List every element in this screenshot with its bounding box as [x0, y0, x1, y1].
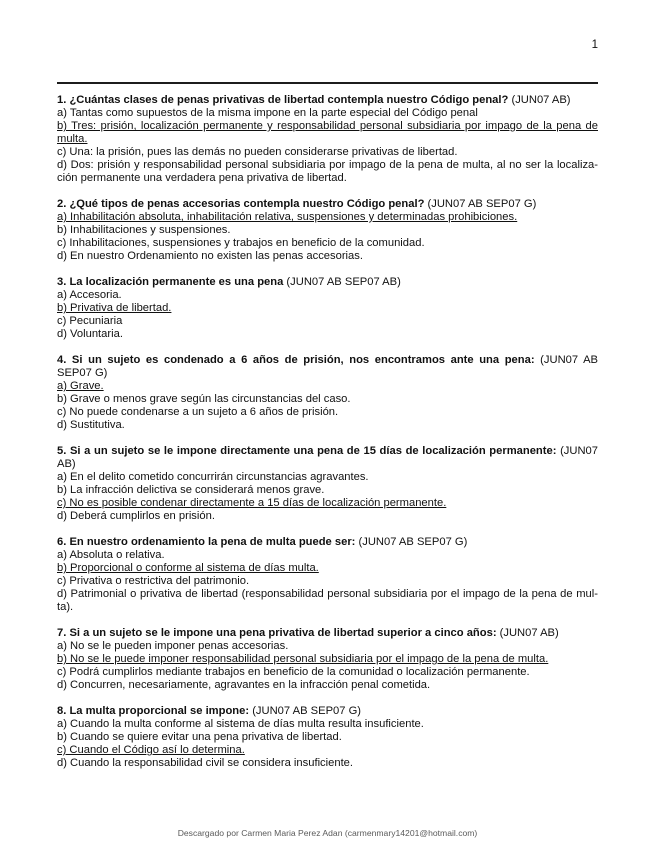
question-5: [57, 445, 598, 523]
option-line: multa.: [57, 133, 88, 145]
option-line: c) Cuando el Código así lo determina.: [57, 744, 245, 756]
question-6: [57, 536, 598, 614]
answer-option-b: [57, 484, 598, 497]
option-line: c) Pecuniaria: [57, 315, 123, 327]
question-title: [57, 627, 598, 640]
answer-option-d: [57, 159, 598, 185]
answer-option-a: [57, 640, 598, 653]
answer-option-d: [57, 510, 598, 523]
question-text: 5. Si a un sujeto se le impone directamente una pena de 15 días de localización permanente:: [57, 445, 557, 457]
option-line: a) Grave.: [57, 380, 104, 392]
answer-option-d: [57, 679, 598, 692]
question-title-continuation: [57, 367, 598, 380]
option-line: d) Concurren, necesariamente, agravantes en la infracción penal cometida.: [57, 679, 431, 691]
exam-tag: SEP07 G): [57, 367, 108, 379]
question-text: 1. ¿Cuántas clases de penas privativas de libertad contempla nuestro Código penal?: [57, 94, 509, 106]
option-line: c) Inhabilitaciones, suspensiones y trabajos en beneficio de la comunidad.: [57, 237, 425, 249]
exam-tag: (JUN07 AB): [511, 94, 571, 106]
answer-option-b: [57, 120, 598, 146]
option-line: d) En nuestro Ordenamiento no existen las penas accesorias.: [57, 250, 363, 262]
option-line: b) La infracción delictiva se considerará menos grave.: [57, 484, 325, 496]
answer-option-b: [57, 302, 598, 315]
exam-tag: (JUN07 AB): [499, 627, 559, 639]
option-line: a) No se le pueden imponer penas accesorias.: [57, 640, 289, 652]
question-text: 2. ¿Qué tipos de penas accesorias contempla nuestro Código penal?: [57, 198, 425, 210]
question-title: [57, 536, 598, 549]
question-title: [57, 705, 598, 718]
option-line: ción permanente una verdadera pena privativa de libertad.: [57, 172, 347, 184]
option-line: c) Privativa o restrictiva del patrimonio.: [57, 575, 250, 587]
option-line: d) Dos: prisión y responsabilidad personal subsidiaria por impago de la pena de multa, al no ser la localiza-: [57, 159, 598, 171]
option-line: c) No puede condenarse a un sujeto a 6 años de prisión.: [57, 406, 339, 418]
answer-option-d: [57, 588, 598, 614]
answer-option-a: [57, 107, 598, 120]
option-line: d) Cuando la responsabilidad civil se considera insuficiente.: [57, 757, 354, 769]
option-line: a) Cuando la multa conforme al sistema de días multa resulta insuficiente.: [57, 718, 424, 730]
option-line: b) Tres: prisión, localización permanente y responsabilidad personal subsidiaria por impago de la pena de: [57, 120, 598, 132]
answer-option-d: [57, 250, 598, 263]
answer-option-b: [57, 653, 598, 666]
option-line: b) Grave o menos grave según las circunstancias del caso.: [57, 393, 351, 405]
download-footer: Descargado por Carmen Maria Perez Adan (carmenmary14201@hotmail.com): [177, 828, 478, 838]
option-line: b) Proporcional o conforme al sistema de días multa.: [57, 562, 319, 574]
option-line: a) Absoluta o relativa.: [57, 549, 165, 561]
question-1: [57, 94, 598, 185]
answer-option-d: [57, 328, 598, 341]
answer-option-d: [57, 419, 598, 432]
option-line: d) Sustitutiva.: [57, 419, 125, 431]
answer-option-c: [57, 744, 598, 757]
answer-option-c: [57, 666, 598, 679]
question-title: [57, 445, 598, 458]
answer-option-c: [57, 237, 598, 250]
question-list: [57, 94, 598, 783]
question-text: 3. La localización permanente es una pena: [57, 276, 284, 288]
exam-tag: (JUN07 AB SEP07 G): [358, 536, 468, 548]
option-line: c) No es posible condenar directamente a 15 días de localización permanente.: [57, 497, 447, 509]
answer-option-b: [57, 562, 598, 575]
exam-tag: (JUN07 AB: [540, 354, 599, 366]
question-title: [57, 198, 598, 211]
answer-option-c: [57, 146, 598, 159]
question-text: 4. Si un sujeto es condenado a 6 años de prisión, nos encontramos ante una pena:: [57, 354, 535, 366]
option-line: a) Inhabilitación absoluta, inhabilitación relativa, suspensiones y determinadas prohibiciones.: [57, 211, 518, 223]
question-8: [57, 705, 598, 770]
option-line: ta).: [57, 601, 74, 613]
question-text: 7. Si a un sujeto se le impone una pena privativa de libertad superior a cinco años:: [57, 627, 497, 639]
answer-option-a: [57, 289, 598, 302]
question-text: 6. En nuestro ordenamiento la pena de multa puede ser:: [57, 536, 356, 548]
option-line: a) Tantas como supuestos de la misma impone en la parte especial del Código penal: [57, 107, 478, 119]
answer-option-a: [57, 549, 598, 562]
exam-tag: (JUN07: [560, 445, 598, 457]
header-rule: [57, 82, 598, 84]
option-line: c) Una: la prisión, pues las demás no pueden considerarse privativas de libertad.: [57, 146, 458, 158]
answer-option-b: [57, 224, 598, 237]
answer-option-a: [57, 718, 598, 731]
option-line: b) No se le puede imponer responsabilidad personal subsidiaria por el impago de la pena de multa.: [57, 653, 549, 665]
page-number: 1: [591, 39, 598, 51]
question-title: [57, 276, 598, 289]
answer-option-a: [57, 380, 598, 393]
option-line: a) En el delito cometido concurrirán circunstancias agravantes.: [57, 471, 369, 483]
answer-option-c: [57, 315, 598, 328]
answer-option-a: [57, 211, 598, 224]
option-line: d) Voluntaria.: [57, 328, 123, 340]
answer-option-d: [57, 757, 598, 770]
answer-option-b: [57, 731, 598, 744]
question-title: [57, 354, 598, 367]
exam-tag: (JUN07 AB SEP07 AB): [286, 276, 401, 288]
question-2: [57, 198, 598, 263]
exam-tag: (JUN07 AB SEP07 G): [427, 198, 537, 210]
answer-option-c: [57, 406, 598, 419]
answer-option-b: [57, 393, 598, 406]
question-7: [57, 627, 598, 692]
question-3: [57, 276, 598, 341]
option-line: b) Privativa de libertad.: [57, 302, 172, 314]
option-line: d) Deberá cumplirlos en prisión.: [57, 510, 215, 522]
question-text: 8. La multa proporcional se impone:: [57, 705, 250, 717]
option-line: b) Inhabilitaciones y suspensiones.: [57, 224, 231, 236]
option-line: c) Podrá cumplirlos mediante trabajos en beneficio de la comunidad o localización permanente.: [57, 666, 530, 678]
exam-tag: AB): [57, 458, 76, 470]
question-title-continuation: [57, 458, 598, 471]
exam-tag: (JUN07 AB SEP07 G): [252, 705, 362, 717]
option-line: d) Patrimonial o privativa de libertad (responsabilidad personal subsidiaria por el impago de la pena de mul-: [57, 588, 598, 600]
answer-option-a: [57, 471, 598, 484]
answer-option-c: [57, 497, 598, 510]
option-line: a) Accesoria.: [57, 289, 122, 301]
option-line: b) Cuando se quiere evitar una pena privativa de libertad.: [57, 731, 342, 743]
question-4: [57, 354, 598, 432]
answer-option-c: [57, 575, 598, 588]
question-title: [57, 94, 598, 107]
